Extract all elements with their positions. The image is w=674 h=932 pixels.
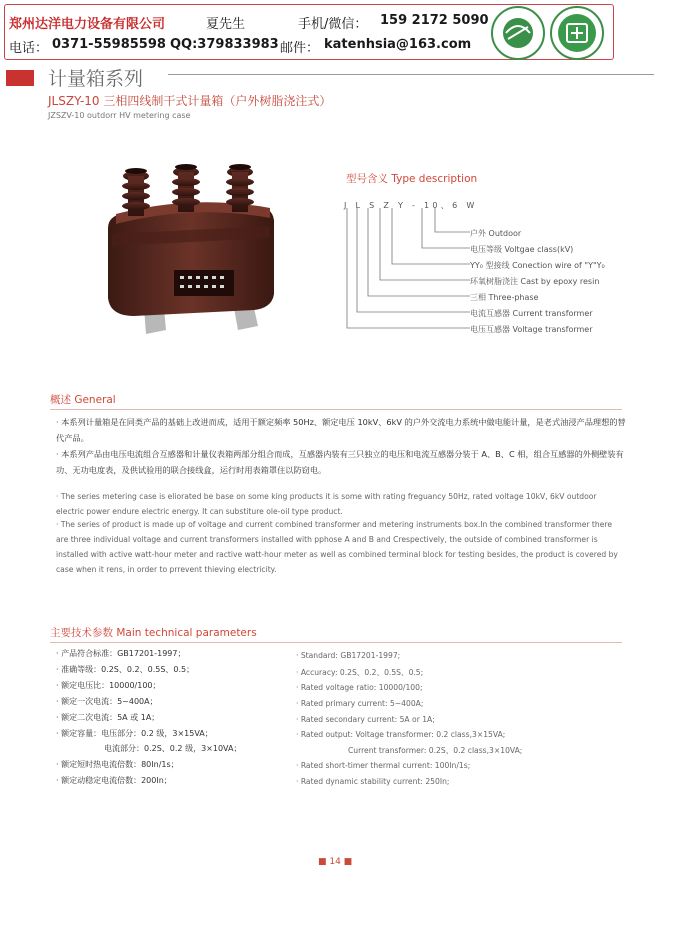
param-cn-line: · 额定二次电流：5A 或 1A； [56, 713, 160, 722]
param-en-line: · Rated primary current: 5~400A; [296, 699, 424, 708]
type-code-leader-lines [340, 208, 475, 332]
parameters-title: 主要技术参数 Main technical parameters [50, 627, 257, 639]
tel-label: 电话： [9, 41, 49, 56]
phone-label: 手机/微信： [298, 17, 368, 32]
param-en-line: · Rated dynamic stability current: 250In; [296, 777, 450, 786]
title-divider [168, 74, 654, 75]
type-item-outdoor: 户外 Outdoor [470, 229, 522, 238]
param-en-line: · Rated secondary current: 5A or 1A; [296, 715, 435, 724]
type-item-epoxy: 环氧树脂浇注 Cast by epoxy resin [470, 277, 600, 286]
section-title: 计量箱系列 [48, 68, 144, 90]
general-title: 概述 General [50, 394, 116, 406]
page-number: ■ 14 ■ [318, 857, 353, 867]
param-cn-line: · 额定容量：电压部分：0.2 级，3×15VA； [56, 729, 213, 738]
param-en-line: · Rated output: Voltage transformer: 0.2 class,3×15VA; [296, 730, 506, 739]
general-en-paragraph: · The series of product is made up of voltage and current combined transformer and metering instruments box.In the combined transformer there are three individual voltage and current transformers installed with pphose A and B and Crespectively, the outside of combined transformer is installed with active watt-hour meter and ractive watt-hour meter as well as combined terminal block for testing besides, the product is covered by case when it rens, in order to prrevent thieving electricity. [56, 520, 618, 574]
general-divider [50, 409, 622, 410]
title-accent-bar [6, 70, 34, 86]
param-cn-line: · 额定电压比：10000/100； [56, 681, 161, 690]
tel-number: 0371-55985598 [52, 37, 166, 52]
email-address: katenhsia@163.com [324, 37, 472, 52]
type-item-three-phase: 三相 Three-phase [470, 293, 539, 302]
param-en-line: · Rated voltage ratio: 10000/100; [296, 683, 423, 692]
metering-case-photo [94, 158, 294, 348]
param-en-line: · Rated short-timer thermal current: 100In/1s; [296, 761, 471, 770]
general-cn-paragraph: · 本系列计量箱是在同类产品的基础上改进而成，适用于额定频率 50Hz、额定电压 10kV、6kV 的户外交流电力系统中做电能计量，是老式油浸产品理想的替代产品。 [56, 417, 626, 443]
qq-number: QQ:379833983 [170, 37, 279, 52]
type-item-voltage-class: 电压等级 Voltgae class(kV) [470, 245, 574, 254]
param-en-line: · Accuracy: 0.2S、0.2、0.5S、0.5; [296, 668, 424, 677]
param-cn-line: · 准确等级：0.2S、0.2、0.5S、0.5； [56, 665, 195, 674]
type-item-current-transformer: 电流互感器 Current transformer [470, 309, 593, 318]
type-code: J L S Z Y - 10、6 W [344, 201, 478, 210]
product-title-cn: JLSZY-10 三相四线制干式计量箱（户外树脂浇注式） [48, 94, 332, 108]
company-seal-logo [490, 5, 546, 61]
phone-number: 159 2172 5090 [380, 13, 489, 28]
type-item-connection: YY₀ 型接线 Conection wire of "Y"Y₀ [470, 261, 605, 270]
param-en-line: · Standard: GB17201-1997; [296, 651, 401, 660]
type-item-voltage-transformer: 电压互感器 Voltage transformer [470, 325, 593, 334]
param-cn-line: · 额定一次电流：5~400A； [56, 697, 158, 706]
parameters-divider [50, 642, 622, 643]
product-title-en: JZSZV-10 outdorr HV metering case [48, 111, 191, 120]
param-cn-line: · 产品符合标准：GB17201-1997； [56, 649, 186, 658]
email-label: 邮件： [280, 41, 320, 56]
general-cn-paragraph: · 本系列产品由电压电流组合互感器和计量仪表箱两部分组合而成，互感器内装有三只独立的电压和电流互感器分装于 A、B、C 相，组合互感器的外侧壁装有功、无功电度表，及供试验用的联合接线盒，运行时用表箱罩住以防窃电。 [56, 449, 624, 475]
param-cn-line: · 额定短时热电流倍数：80In/1s； [56, 760, 179, 769]
contact-person: 夏先生 [206, 17, 246, 32]
param-cn-line: 电流部分：0.2S、0.2 级，3×10VA； [104, 744, 242, 753]
company-name: 郑州达洋电力设备有限公司 [9, 17, 166, 32]
brand-seal-logo [549, 5, 605, 61]
param-en-line: Current transformer: 0.2S、0.2 class,3×10VA; [348, 746, 523, 755]
param-cn-line: · 额定动稳定电流倍数：200In； [56, 776, 172, 785]
type-description-title: 型号含义 Type description [346, 173, 478, 185]
general-en-paragraph: · The series metering case is eliorated be base on some king products it is some with rating freguancy 50Hz, rated voltage 10kV, 6kV outdoor electric power endure electric energy. It can substiture ole-oil type product. [56, 492, 597, 516]
